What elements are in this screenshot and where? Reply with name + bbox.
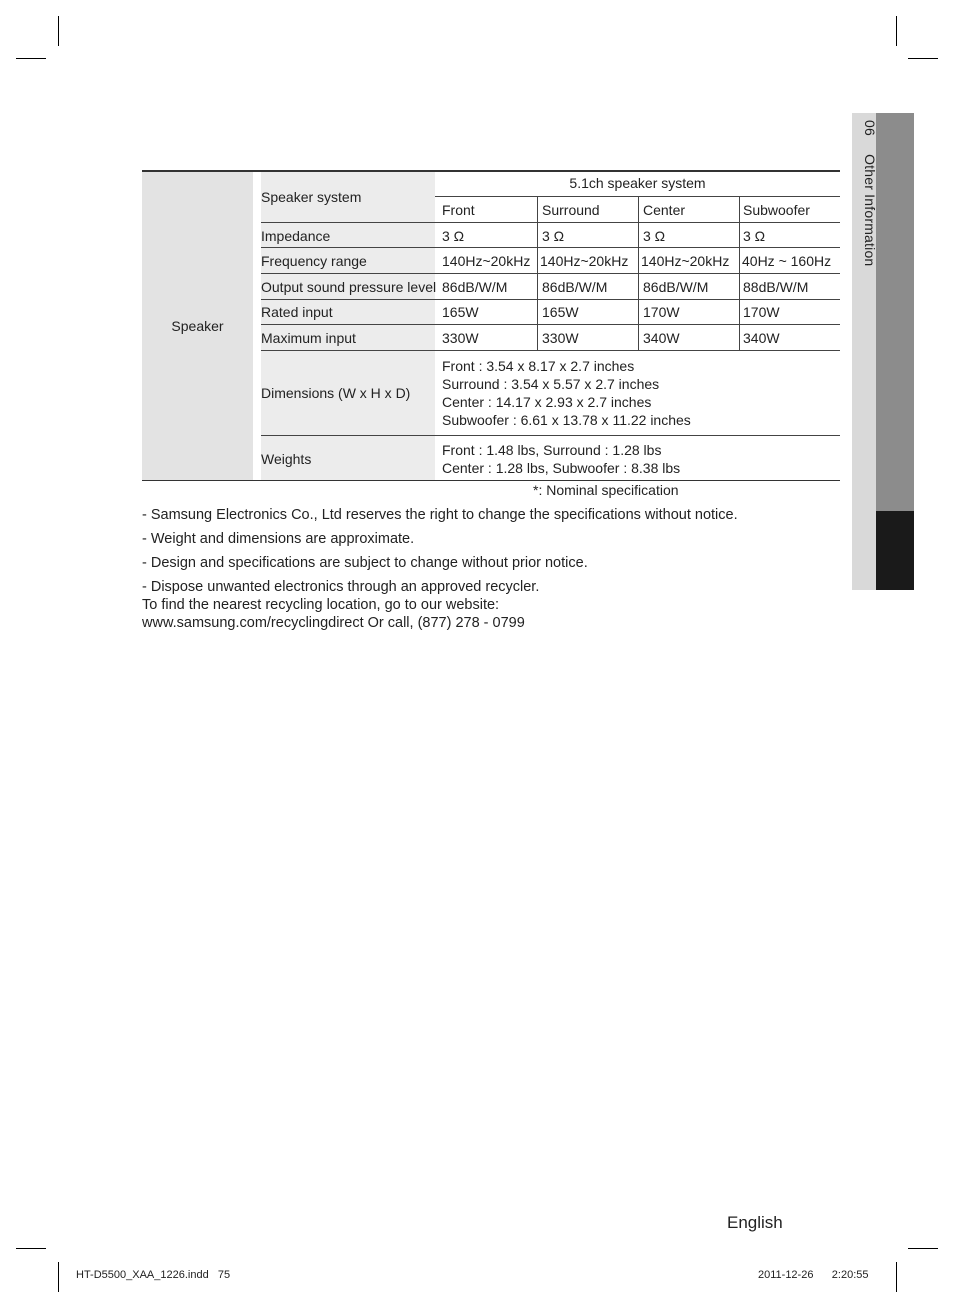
chapter-tab-marker	[876, 511, 914, 590]
speaker-spec-table	[142, 170, 840, 481]
row-value: 140Hz~20kHz	[540, 253, 629, 269]
print-slug-datetime: 2011-12-26 2:20:55	[758, 1269, 869, 1281]
row-value: 86dB/W/M	[643, 279, 709, 295]
row-divider	[261, 222, 840, 223]
row-value: 140Hz~20kHz	[641, 253, 730, 269]
row-value: 140Hz~20kHz	[442, 253, 531, 269]
note-item: - Weight and dimensions are approximate.	[142, 531, 415, 547]
chapter-title: Other Information	[862, 154, 878, 267]
row-divider	[261, 299, 840, 300]
table-bottom-rule	[142, 480, 840, 481]
crop-mark	[896, 16, 897, 46]
row-value: 88dB/W/M	[743, 279, 809, 295]
footer-language: English	[727, 1213, 783, 1232]
row-value: 170W	[643, 304, 680, 320]
row-value: 86dB/W/M	[442, 279, 508, 295]
print-slug-file: HT-D5500_XAA_1226.indd 75	[76, 1269, 231, 1281]
weights-value: Front : 1.48 lbs, Surround : 1.28 lbs Center : 1.28 lbs, Subwoofer : 8.38 lbs	[442, 442, 681, 476]
column-header: Front	[442, 202, 475, 218]
chapter-tab-strip	[876, 113, 914, 511]
crop-mark	[58, 16, 59, 46]
row-label: Output sound pressure level	[261, 279, 437, 295]
row-divider	[261, 435, 840, 436]
chapter-number: 06	[862, 120, 878, 136]
crop-mark	[58, 1262, 59, 1292]
speaker-system-label: Speaker system	[261, 189, 362, 205]
note-item: - Samsung Electronics Co., Ltd reserves the right to change the specifications without notice.	[142, 507, 738, 523]
row-value: 340W	[743, 330, 780, 346]
row-value: 3 Ω	[643, 228, 666, 244]
column-header: Subwoofer	[743, 202, 810, 218]
row-label: Frequency range	[261, 253, 367, 269]
row-label: Rated input	[261, 304, 333, 320]
notes-list	[142, 506, 842, 638]
row-value: 3 Ω	[743, 228, 766, 244]
label-column	[261, 172, 435, 480]
row-divider	[261, 350, 840, 351]
note-item: - Design and specifications are subject to change without prior notice.	[142, 555, 588, 571]
row-value: 170W	[743, 304, 780, 320]
row-value: 3 Ω	[442, 228, 465, 244]
row-label: Impedance	[261, 228, 331, 244]
table-footnote: *: Nominal specification	[533, 482, 679, 498]
chapter-label	[862, 120, 878, 266]
row-value: 3 Ω	[542, 228, 565, 244]
dimensions-value: Front : 3.54 x 8.17 x 2.7 inches Surround : 3.54 x 5.57 x 2.7 inches Center : 14.17 x 2.93 x 2.7 inches Subwoofer : 6.61 x 13.78 x 11.22 inches	[442, 358, 691, 428]
row-value: 86dB/W/M	[542, 279, 608, 295]
note-item: - Dispose unwanted electronics through an approved recycler. To find the nearest recycling location, go to our website: www.samsung.com/recyclingdirect Or call, (877) 278 - 0799	[142, 579, 540, 631]
row-value: 330W	[542, 330, 579, 346]
row-value: 165W	[442, 304, 479, 320]
row-value: 165W	[542, 304, 579, 320]
crop-mark	[908, 58, 938, 59]
group-label: Speaker	[171, 318, 224, 334]
crop-mark	[16, 1248, 46, 1249]
speaker-system-value: 5.1ch speaker system	[569, 175, 706, 191]
dimensions-label: Dimensions (W x H x D)	[261, 385, 411, 401]
group-label-cell	[142, 172, 253, 480]
row-divider	[261, 273, 840, 274]
crop-mark	[908, 1248, 938, 1249]
row-value: 40Hz ~ 160Hz	[742, 253, 832, 269]
row-divider	[261, 247, 840, 248]
row-value: 330W	[442, 330, 479, 346]
row-label: Maximum input	[261, 330, 356, 346]
crop-mark	[16, 58, 46, 59]
row-divider	[261, 324, 840, 325]
column-header: Center	[643, 202, 686, 218]
row-value: 340W	[643, 330, 680, 346]
weights-label: Weights	[261, 451, 312, 467]
column-header: Surround	[542, 202, 600, 218]
crop-mark	[896, 1262, 897, 1292]
